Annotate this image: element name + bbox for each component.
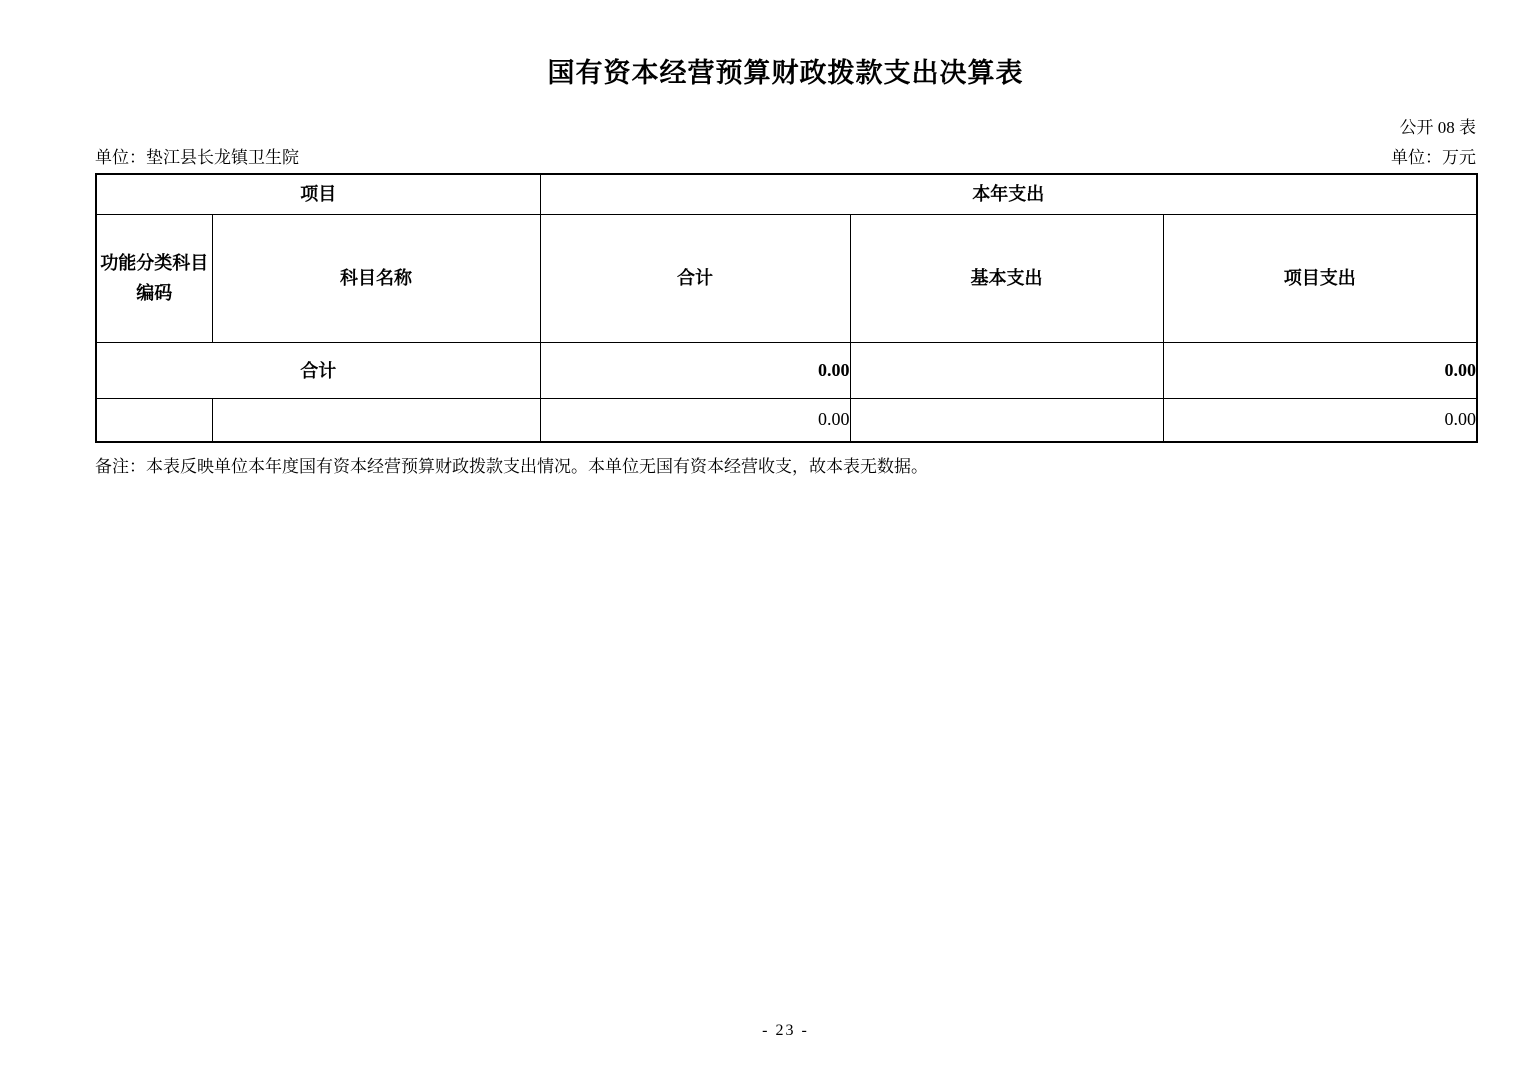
unit-measure-label: 单位：万元: [1391, 148, 1476, 167]
header-group-row: [96, 174, 1477, 214]
header-function-code: 功能分类科目编码: [96, 214, 212, 342]
meta-units-row: [95, 147, 1476, 169]
total-row-basic-value: [850, 342, 1163, 398]
blank-row-project-value: 0.00: [1163, 398, 1477, 442]
document-content: [95, 0, 1476, 479]
blank-row-name: [212, 398, 540, 442]
footnote: 备注：本表反映单位本年度国有资本经营预算财政拨款支出情况。本单位无国有资本经营收支，故本表无数据。: [95, 457, 928, 476]
header-basic-expenditure: 基本支出: [850, 214, 1163, 342]
table-row-total: [96, 342, 1477, 398]
header-current-year-group: 本年支出: [540, 174, 1477, 214]
header-project-group: 项目: [96, 174, 540, 214]
header-project-expenditure: 项目支出: [1163, 214, 1477, 342]
unit-name-label: 单位：垫江县长龙镇卫生院: [95, 148, 299, 167]
total-row-project-value: 0.00: [1163, 342, 1477, 398]
total-row-label: 合计: [96, 342, 540, 398]
header-sub-row: [96, 214, 1477, 342]
blank-row-total-value: 0.00: [540, 398, 850, 442]
blank-row-basic-value: [850, 398, 1163, 442]
table-code-label: 公开 08 表: [1399, 118, 1476, 137]
table-row-blank: [96, 398, 1477, 442]
header-subject-name: 科目名称: [212, 214, 540, 342]
blank-row-code: [96, 398, 212, 442]
page-title: 国有资本经营预算财政拨款支出决算表: [547, 58, 1024, 88]
header-total: 合计: [540, 214, 850, 342]
expenditure-table: [95, 173, 1478, 443]
page-number: - 23 -: [762, 1022, 809, 1039]
total-row-total-value: 0.00: [540, 342, 850, 398]
